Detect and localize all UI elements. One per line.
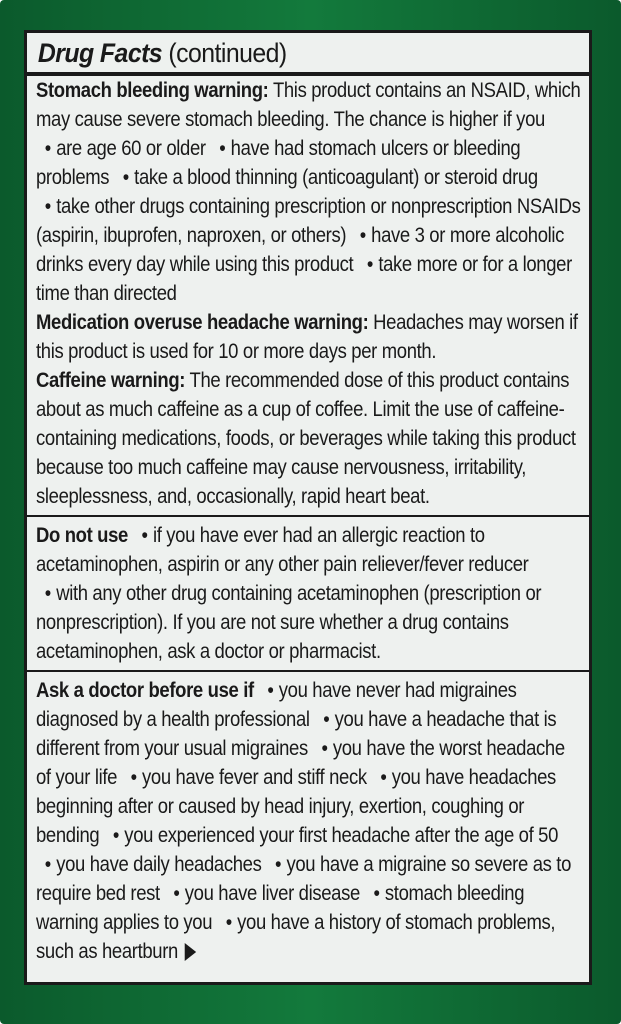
section-divider	[27, 515, 589, 517]
bullet-glyph: •	[267, 679, 274, 702]
ask-doctor-bullet: you have daily headaches	[56, 853, 262, 876]
do-not-use-bullet: if you have ever had an allergic reaction to acetaminophen, aspirin or any other pain reliever/fever reducer	[36, 524, 529, 576]
bullet-glyph: •	[44, 582, 51, 605]
bullet-glyph: •	[321, 737, 328, 760]
stomach-bullet: have 3 or more alcoholic drinks every day while using this product	[36, 224, 565, 276]
do-not-use-section	[36, 521, 582, 666]
warnings-section	[36, 76, 582, 511]
bullet-glyph: •	[112, 824, 120, 847]
bullet-glyph: •	[44, 195, 51, 218]
stomach-bullet: have had stomach ulcers or bleeding problems	[36, 137, 521, 189]
ask-doctor-section	[36, 676, 582, 966]
bullet-glyph: •	[130, 766, 137, 789]
stomach-bleeding-warning	[36, 76, 582, 308]
bullet-glyph: •	[373, 882, 380, 905]
continued-arrow-icon	[185, 943, 196, 961]
ask-doctor-bullet: you have a migraine so severe as to require bed rest	[36, 853, 571, 905]
title-continued: (continued)	[162, 38, 287, 68]
bullet-glyph: •	[122, 166, 129, 189]
drug-facts-panel	[24, 30, 592, 985]
do-not-use-bullet: with any other drug containing acetaminophen (prescription or nonprescription). If you are not sure whether a drug contains acetaminophen, ask a doctor or pharmacist.	[36, 582, 542, 663]
stomach-bullet: are age 60 or older	[56, 137, 206, 160]
stomach-intro: This product contains an NSAID, which may cause severe stomach bleeding. The chance is higher if you	[36, 79, 581, 131]
ask-doctor-bullet: you have headaches beginning after or caused by head injury, exertion, coughing or bending	[36, 766, 556, 847]
ask-doctor-bullet: you have never had migraines diagnosed by a health professional	[36, 679, 517, 731]
do-not-use-heading: Do not use	[36, 524, 128, 547]
bullet-glyph: •	[225, 911, 232, 934]
bullet-glyph: •	[380, 766, 387, 789]
ask-doctor-heading: Ask a doctor before use if	[36, 679, 254, 702]
bullet-glyph: •	[44, 853, 51, 876]
stomach-bullet: take a blood thinning (anticoagulant) or steroid drug	[134, 166, 538, 189]
overuse-headache-warning	[36, 308, 582, 366]
ask-doctor-bullet: you have the worst headache of your life	[36, 737, 565, 789]
bullet-glyph: •	[323, 708, 330, 731]
caffeine-text: The recommended dose of this product contains about as much caffeine as a cup of coffee. Limit the use of caffeine-containing medications, foods, or beverages while taking this product because too much caffeine may cause nervousness, irritability, sleeplessness, and, occasionally, rapid heart beat.	[36, 369, 576, 508]
stomach-heading: Stomach bleeding warning:	[36, 79, 269, 102]
section-divider	[27, 670, 589, 672]
ask-doctor-bullet: stomach bleeding warning applies to you	[36, 882, 525, 934]
title-bold: Drug Facts	[37, 38, 163, 68]
ask-doctor-text	[36, 676, 582, 966]
do-not-use-text	[36, 521, 582, 666]
bullet-glyph: •	[359, 224, 366, 247]
bullet-glyph: •	[44, 137, 51, 160]
caffeine-heading: Caffeine warning:	[36, 369, 186, 392]
bullet-glyph: •	[275, 853, 282, 876]
ask-doctor-bullet: you have a headache that is different from your usual migraines	[36, 708, 557, 760]
stomach-bullet: take more or for a longer time than directed	[36, 253, 572, 305]
bullet-glyph: •	[366, 253, 374, 276]
ask-doctor-bullet: you experienced your first headache after the age of 50	[124, 824, 559, 847]
ask-doctor-bullet: you have liver disease	[184, 882, 360, 905]
page-title	[36, 35, 536, 71]
bullet-glyph: •	[141, 524, 148, 547]
bullet-glyph: •	[173, 882, 180, 905]
overuse-heading: Medication overuse headache warning:	[36, 311, 369, 334]
overuse-text: Headaches may worsen if this product is used for 10 or more days per month.	[36, 311, 578, 363]
caffeine-warning	[36, 366, 582, 511]
ask-doctor-bullet: you have a history of stomach problems, such as heartburn	[36, 911, 556, 963]
ask-doctor-bullet: you have fever and stiff neck	[142, 766, 367, 789]
bullet-glyph: •	[219, 137, 226, 160]
stomach-bullet: take other drugs containing prescription or nonprescription NSAIDs (aspirin, ibuprofen, naproxen, or others)	[36, 195, 581, 247]
